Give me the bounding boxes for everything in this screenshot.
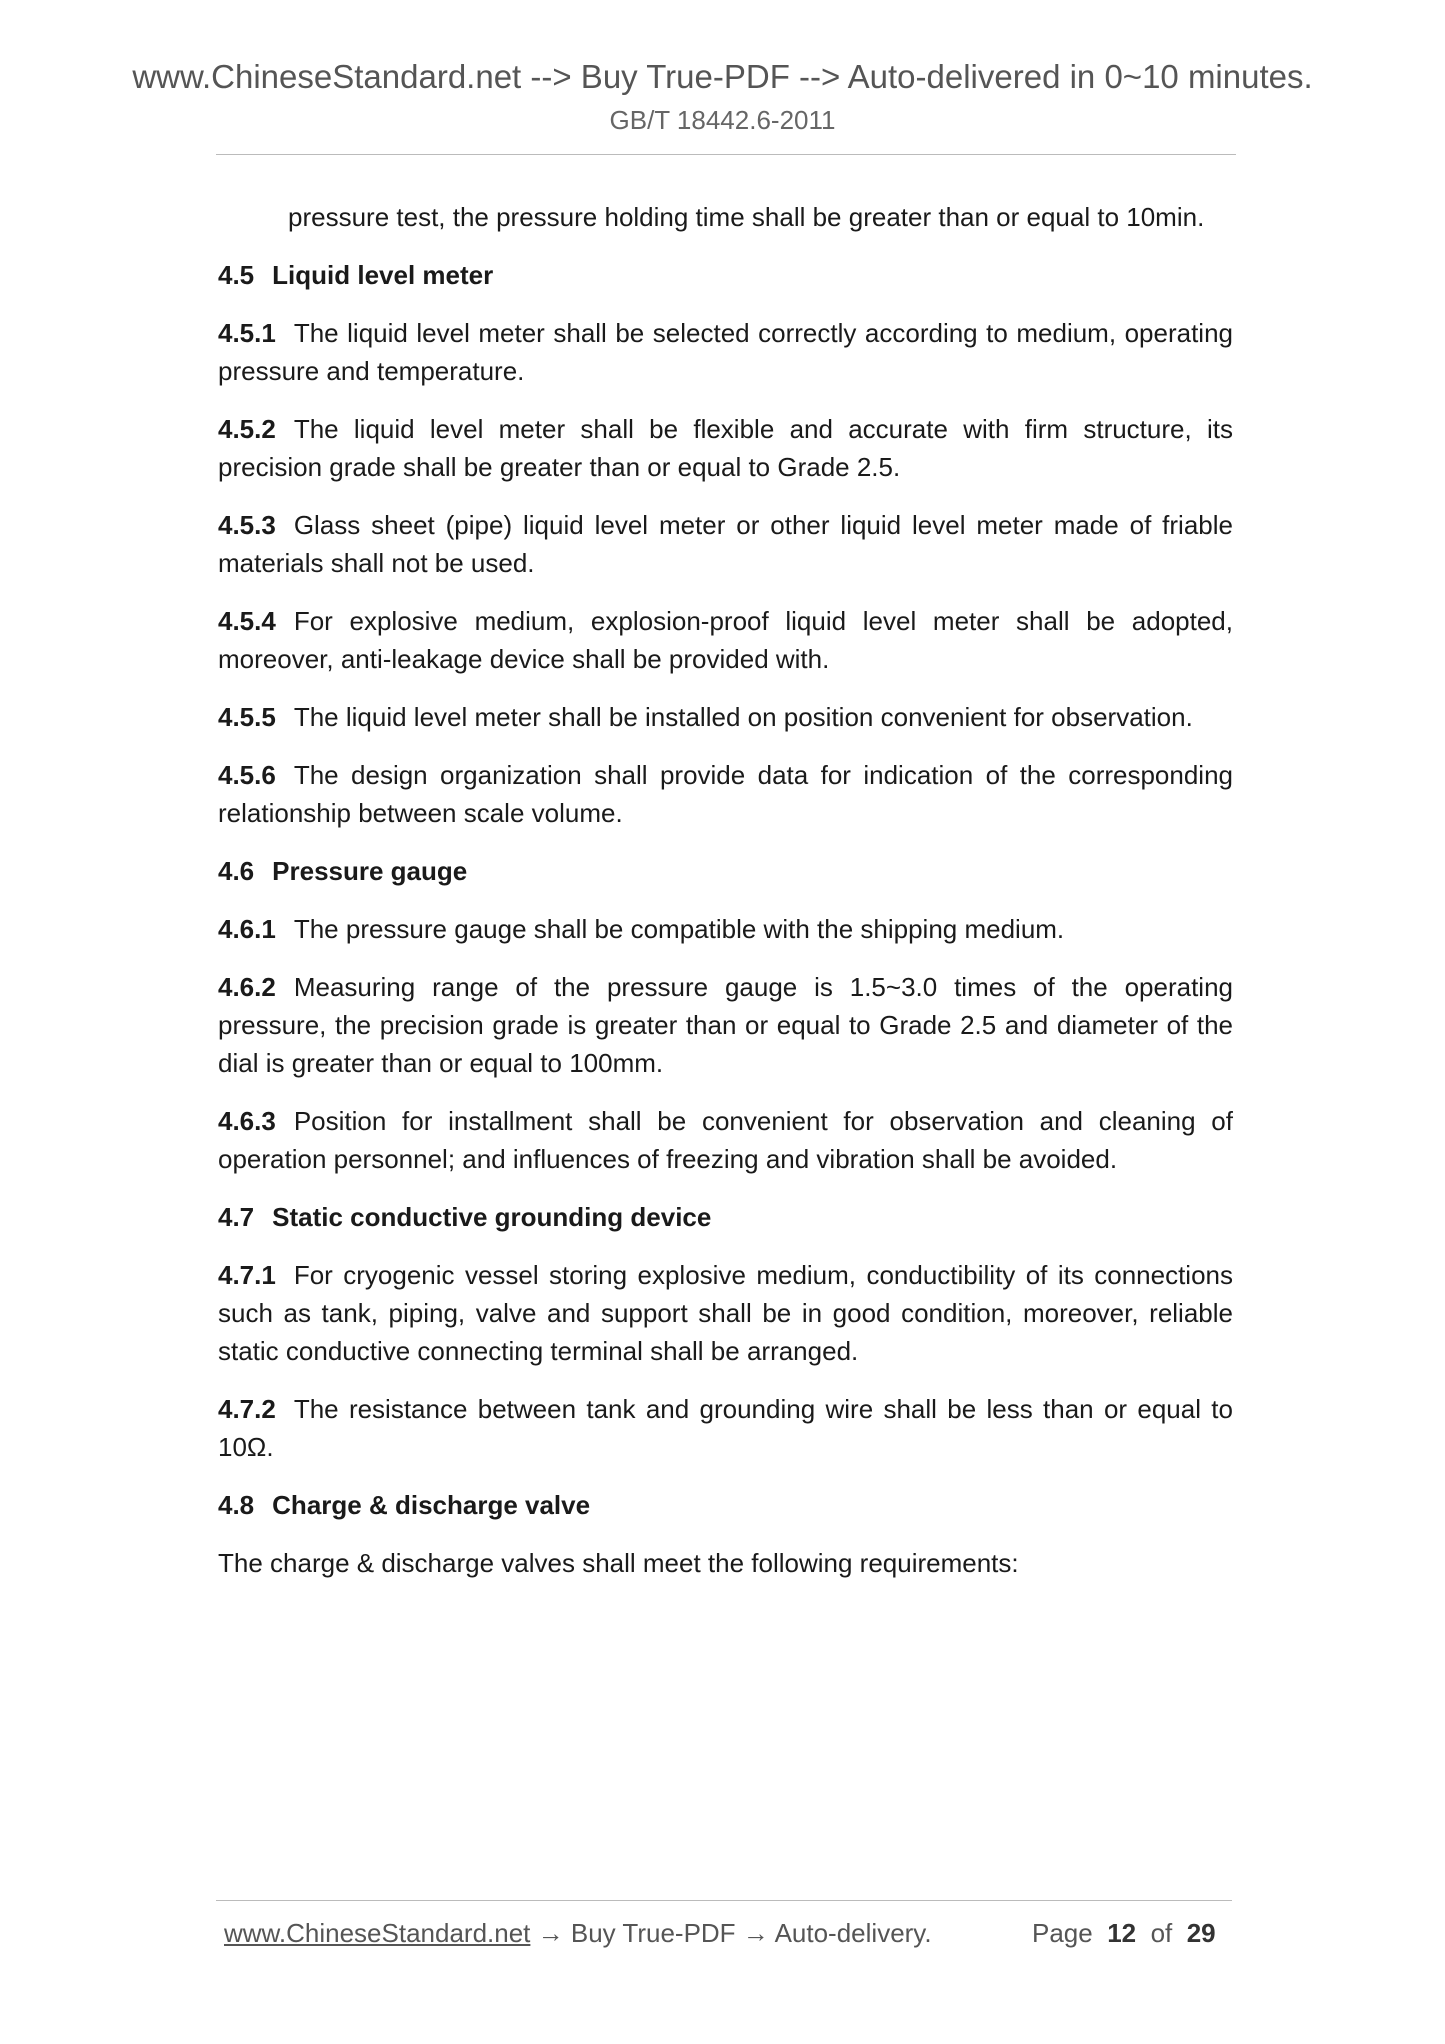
clause-4-5-2: 4.5.2 The liquid level meter shall be flexible and accurate with firm structure, its precision grade shall be greater than or equal to Grade 2.5. xyxy=(218,414,1233,482)
page-total: 29 xyxy=(1186,1918,1216,1948)
header-divider xyxy=(216,154,1236,155)
clause-4-5-1: 4.5.1 The liquid level meter shall be selected correctly according to medium, operating pressure and temperature. xyxy=(218,318,1233,386)
paragraph: pressure test, the pressure holding time shall be greater than or equal to 10min. xyxy=(288,202,1205,232)
clause-4-5-4: 4.5.4 For explosive medium, explosion-proof liquid level meter shall be adopted, moreover, anti-leakage device shall be provided with. xyxy=(218,606,1233,674)
clause-4-5-6: 4.5.6 The design organization shall provide data for indication of the corresponding relationship between scale volume. xyxy=(218,760,1233,828)
section-heading-4-6: 4.6 Pressure gauge xyxy=(218,856,468,886)
clause-4-5-5: 4.5.5 The liquid level meter shall be installed on position convenient for observation. xyxy=(218,702,1193,732)
clause-4-7-1: 4.7.1 For cryogenic vessel storing explosive medium, conductibility of its connections such as tank, piping, valve and support shall be in good condition, moreover, reliable static conductive connecting terminal shall be arranged. xyxy=(218,1260,1233,1366)
clause-4-5-3: 4.5.3 Glass sheet (pipe) liquid level meter or other liquid level meter made of friable materials shall not be used. xyxy=(218,510,1233,578)
clause-4-6-1: 4.6.1 The pressure gauge shall be compatible with the shipping medium. xyxy=(218,914,1065,944)
footer-tagline: → Buy True-PDF → Auto-delivery. xyxy=(530,1918,932,1948)
page-indicator: Page 12 of 29 xyxy=(1032,1918,1216,1948)
section-heading-4-7: 4.7 Static conductive grounding device xyxy=(218,1202,712,1232)
footer-site-link[interactable]: www.ChineseStandard.net xyxy=(224,1918,531,1948)
clause-4-7-2: 4.7.2 The resistance between tank and grounding wire shall be less than or equal to 10Ω. xyxy=(218,1394,1233,1462)
header-banner: www.ChineseStandard.net --> Buy True-PDF --> Auto-delivered in 0~10 minutes. xyxy=(132,58,1313,95)
clause-4-6-3: 4.6.3 Position for installment shall be convenient for observation and cleaning of operation personnel; and influences of freezing and vibration shall be avoided. xyxy=(218,1106,1233,1174)
paragraph: The charge & discharge valves shall meet the following requirements: xyxy=(218,1548,1019,1578)
standard-number: GB/T 18442.6-2011 xyxy=(609,105,836,135)
footer-divider xyxy=(216,1900,1232,1901)
document-body xyxy=(218,198,1233,1582)
page-number: 12 xyxy=(1107,1918,1137,1948)
section-heading-4-5: 4.5 Liquid level meter xyxy=(218,260,494,290)
clause-4-6-2: 4.6.2 Measuring range of the pressure gauge is 1.5~3.0 times of the operating pressure, the precision grade is greater than or equal to Grade 2.5 and diameter of the dial is greater than or equal to 100mm. xyxy=(218,972,1233,1078)
section-heading-4-8: 4.8 Charge & discharge valve xyxy=(218,1490,591,1520)
footer xyxy=(224,1918,1224,1949)
